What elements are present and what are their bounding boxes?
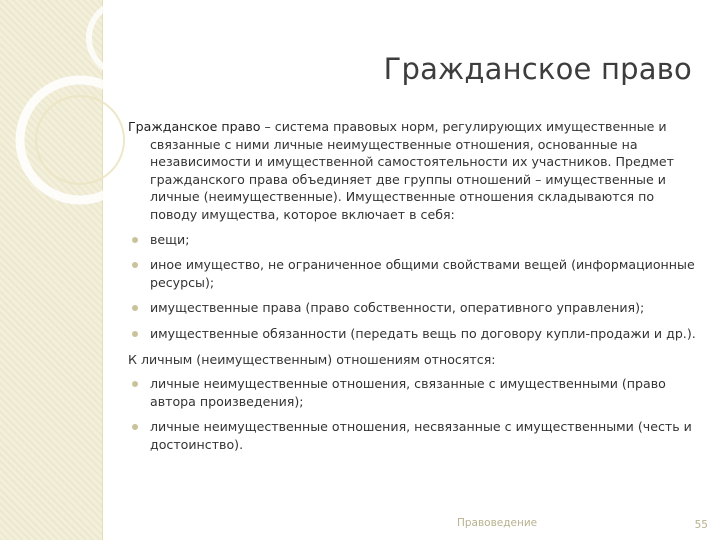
list-item-text: вещи; [150,231,190,247]
page-number: 55 [694,519,708,531]
slide-body [128,118,700,462]
list-item-text: имущественные права (право собственности, оперативного управления); [150,300,645,316]
list-item-text: личные неимущественные отношения, связанные с имущественными (право автора произведения); [150,376,666,409]
list-item [128,299,700,317]
definition-text: – система правовых норм, регулирующих имущественные и связанные с ними личные неимущественные отношения, основанные на независимости и имущественной самостоятельности их участников. Предмет гражданского права объединяет две группы отношений – имущественные и личные (неимущественные). Имущественные отношения складываются по поводу имущества, которое включает в себя: [150,119,674,222]
bullet-icon [132,262,138,268]
list-item [128,231,700,249]
property-list [128,231,700,343]
slide-title: Гражданское право [383,52,692,86]
definition-term: Гражданское право [128,119,261,134]
list-item [128,256,700,291]
bullet-icon [132,305,138,311]
definition-paragraph [128,118,700,224]
list-item-text: иное имущество, не ограниченное общими свойствами вещей (информационные ресурсы); [150,257,695,290]
personal-list [128,375,700,453]
list-item [128,418,700,453]
bullet-icon [132,331,138,337]
personal-relations-heading: К личным (неимущественным) отношениям относятся: [128,351,496,367]
decorative-circle-small [89,2,161,74]
list-item [128,375,700,410]
decorative-circle-large [20,80,140,200]
decorative-circle-inner [36,96,124,184]
list-item [128,325,700,343]
bullet-icon [132,237,138,243]
footer-label: Правоведение [457,517,538,529]
list-item-text: имущественные обязанности (передать вещь по договору купли-продажи и др.). [150,325,696,341]
list-item-text: личные неимущественные отношения, несвязанные с имущественными (честь и достоинство). [150,419,692,452]
bullet-icon [132,424,138,430]
bullet-icon [132,381,138,387]
